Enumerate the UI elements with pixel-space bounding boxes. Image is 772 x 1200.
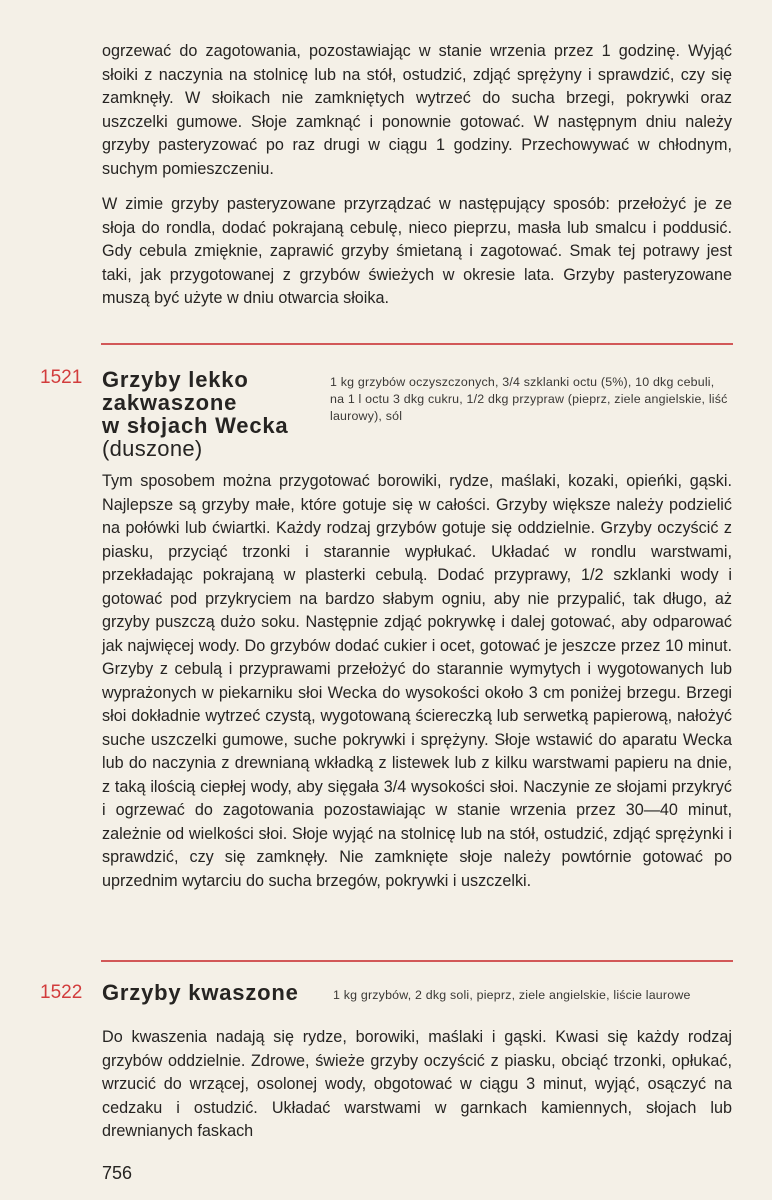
recipe-title-1521-line1: Grzyby lekko: [102, 367, 249, 392]
section-divider-2: [101, 960, 733, 962]
recipe-body-1521: Tym sposobem można przygotować borowiki, rydze, maślaki, kozaki, opieńki, gąski. Najlepsze są grzyby małe, które gotuje się w całości. Grzyby większe należy podzielić na połówki lub ćwiartki. Każdy rodzaj grzybów gotuje się oddzielnie. Grzyby oczyścić z piasku, przyciąć trzonki i starannie wypłukać. Układać w rondlu warstwami, przekładając pokrajaną w plasterki cebulą. Dodać przyprawy, 1/2 szklanki wody i gotować pod przykryciem na bardzo słabym ogniu, aby nie przypalić, tak długo, aż grzyby puszczą dużo soku. Następnie zdjąć pokrywkę i dalej gotować, aby odparować jak najwięcej wody. Do grzybów dodać cukier i ocet, gotować je jeszcze przez 10 minut. Grzyby z cebulą i przyprawami przełożyć do starannie wymytych i wygotowanych lub wyprażonych w piekarniku słoi Wecka do wysokości około 3 cm poniżej brzegu. Brzegi słoi dokładnie wytrzeć czystą, wygotowaną ściereczką lub serwetką papierową, nałożyć suche uszczelki gumowe, suche pokrywki i sprężyny. Słoje wstawić do aparatu Wecka lub do naczynia z drewnianą wkładką z listewek lub z kilku warstwami papieru na dnie, z taką ilością ciepłej wody, aby sięgała 3/4 wysokości słoi. Naczynie ze słojami przykryć i ogrzewać do zagotowania pozostawiając w stanie wrzenia przez 30—40 minut, zależnie od wielkości słoi. Słoje wyjąć na stolnicę lub na stół, ostudzić, zdjąć sprężynki i sprawdzić, czy się zamknęły. Nie zamknięte słoje należy powtórnie gotować po uprzednim wytarciu do sucha brzegów, pokrywki i uszczelki.: [102, 472, 732, 890]
recipe-title-1521-sub: (duszone): [102, 436, 203, 461]
continuation-paragraph-1: ogrzewać do zagotowania, pozostawiając w stanie wrzenia przez 1 godzinę. Wyjąć słoiki z naczynia na stolnicę lub na stół, ostudzić, zdjąć sprężyny i sprawdzić, czy się zamknęły. W słoikach nie zamkniętych wytrzeć do sucha brzegi, pokrywki oraz uszczelki gumowe. Słoje zamknąć i ponownie gotować. W następnym dniu należy grzyby pasteryzować po raz drugi w ciągu 1 godziny. Przechowywać w chłodnym, suchym pomieszczeniu.: [102, 42, 732, 178]
recipe-title-1522: Grzyby kwaszone: [102, 980, 299, 1005]
recipe-title-1521: [102, 368, 288, 460]
recipe-title-1521-line3: w słojach Wecka: [102, 413, 289, 438]
section-divider-1: [101, 343, 733, 345]
recipe-number-1521: 1521: [40, 367, 83, 388]
recipe-ingredients-1522: 1 kg grzybów, 2 dkg soli, pieprz, ziele angielskie, liście laurowe: [333, 988, 691, 1002]
page-number: 756: [102, 1163, 133, 1183]
recipe-number-1522: 1522: [40, 982, 83, 1003]
recipe-title-1521-line2: zakwaszone: [102, 390, 238, 415]
recipe-body-1522: Do kwaszenia nadają się rydze, borowiki, maślaki i gąski. Kwasi się każdy rodzaj grzybów oddzielnie. Zdrowe, świeże grzyby oczyścić z piasku, obciąć trzonki, opłukać, wrzucić do wrzącej, osolonej wody, obgotować w ciągu 3 minut, wyjąć, osączyć na cedzaku i ostudzić. Układać warstwami w garnkach kamiennych, słojach lub drewnianych faskach: [102, 1028, 732, 1140]
recipe-ingredients-1521: 1 kg grzybów oczyszczonych, 3/4 szklanki octu (5%), 10 dkg cebuli, na 1 l octu 3 dkg cukru, 1/2 dkg przypraw (pieprz, ziele angielskie, liść laurowy), sól: [330, 375, 728, 423]
continuation-paragraph-2: W zimie grzyby pasteryzowane przyrządzać w następujący sposób: przełożyć je ze słoja do rondla, dodać pokrajaną cebulę, nieco pieprzu, masła lub smalcu i poddusić. Gdy cebula zmięknie, zaprawić grzyby śmietaną i zagotować. Smak tej potrawy jest taki, jak przygotowanej z grzybów świeżych w okresie lata. Grzyby pasteryzowane muszą być użyte w dniu otwarcia słoika.: [102, 195, 732, 307]
